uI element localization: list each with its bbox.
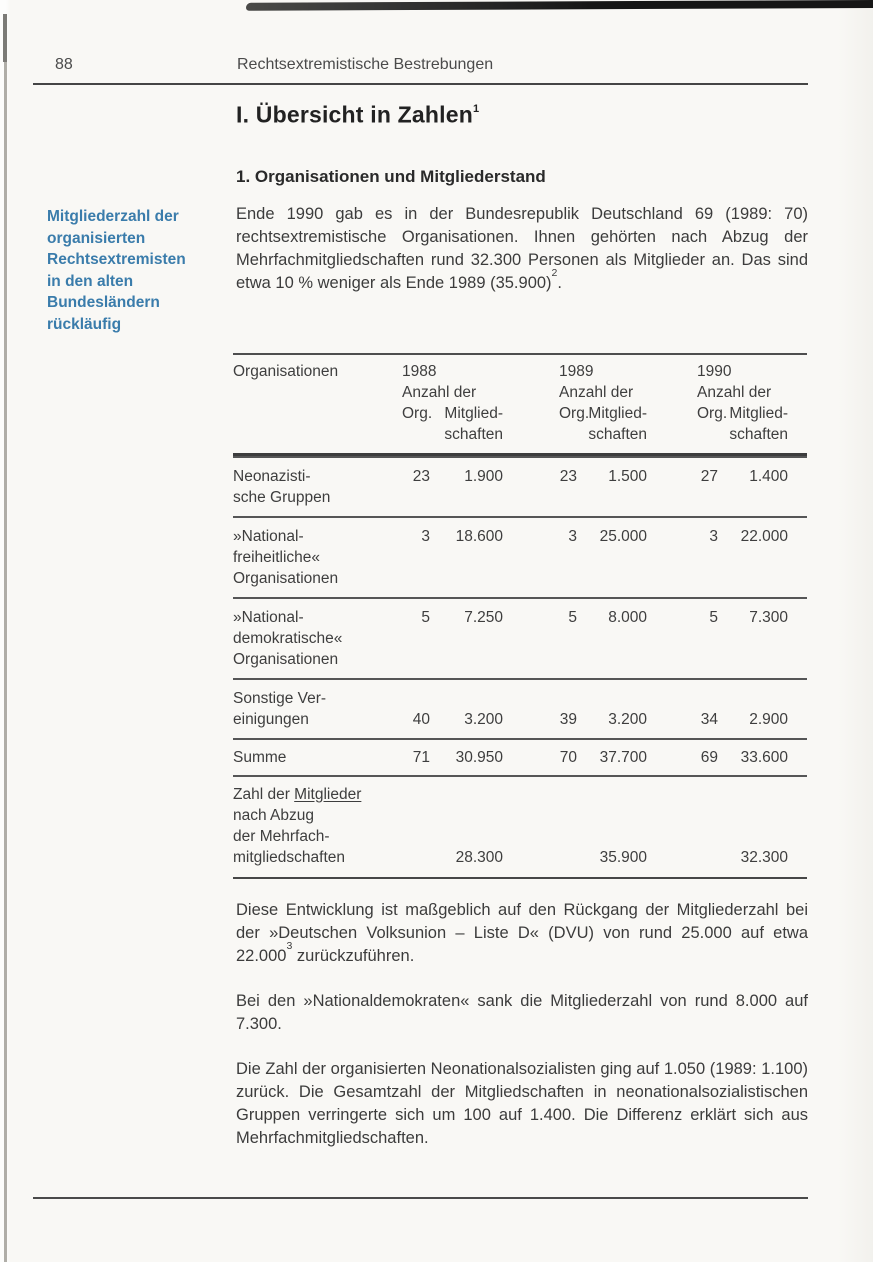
cell-value: 7.300 [749,608,788,626]
cell-value: 32.300 [740,848,788,866]
margin-note-line: Mitgliederzahl der [47,208,179,225]
org-col-header-1990: Org. [697,404,728,422]
column-header-organisationen: Organisationen [233,362,339,380]
row-label [233,688,402,730]
cell-value: 23 [559,467,577,485]
paragraph-intro [236,203,808,295]
underlined-word: Mitglieder [294,785,362,803]
title-footnote-marker: 1 [473,103,480,115]
cell-value: 23 [412,467,430,485]
header-rule [33,83,808,85]
cell-value: 34 [700,710,718,728]
cell-value: 39 [559,710,577,728]
cell-value: 3 [568,527,577,545]
page-edge-top-shadow [246,0,873,11]
year-header-1988: 1988 [402,362,437,380]
footnote-marker-2: 2 [551,267,558,280]
cell-value: 71 [412,748,430,766]
cell-value: 25.000 [599,527,647,545]
cell-value: 3 [709,527,718,545]
cell-value: 69 [700,748,718,766]
row-label-line: nach Abzug [233,806,315,824]
cell-value: 2.900 [749,710,788,728]
paragraph-nationaldemokraten: Bei den »Nationaldemokraten« sank die Mitgliederzahl von rund 8.000 auf 7.300. [236,991,808,1033]
running-header: Rechtsextremistische Bestrebungen [237,56,494,73]
row-label-line: Organisationen [233,650,339,668]
row-label [233,607,402,670]
row-label-line: Organisationen [233,569,339,587]
paragraph-intro-text: Ende 1990 gab es in der Bundesrepublik Deutschland 69 (1989: 70) rechtsextremistische Organisationen. Ihnen gehörten nach Abzug der Mehrfachmitgliedschaften rund 32.300 Personen als Mitglieder an. Das sind etwa 10 % weniger als Ende 1989 (35.900) [236,204,808,292]
label-text: Zahl der [233,785,295,803]
cell-value: 1.400 [749,467,788,485]
margin-note-line: Bundesländern [47,294,160,311]
row-label-line: einigungen [233,710,309,728]
cell-value: 5 [568,608,577,626]
organisations-table [233,353,807,879]
row-label-line: »National- [233,527,304,545]
table-row-nationalfreiheitliche [233,516,807,597]
table-row-summe [233,738,807,775]
cell-value: 5 [421,608,430,626]
table-row-nationaldemokratische [233,597,807,678]
paragraph-dvu [236,899,808,968]
row-label-line [233,784,402,805]
cell-value: 37.700 [599,748,647,766]
chapter-title [236,96,808,130]
cell-value: 1.500 [608,467,647,485]
cell-value: 8.000 [608,608,647,626]
cell-value: 28.300 [455,848,503,866]
page-edge-left-line-dark [3,14,7,62]
cell-value: 22.000 [740,527,788,545]
cell-value: 3.200 [464,710,503,728]
mitglied-col-header-1989: Mitglied- [588,404,647,422]
paragraph-neonationalsozialisten: Die Zahl der organisierten Neonationalsozialisten ging auf 1.050 (1989: 1.100) zurück. Die Gesamtzahl der Mitgliedschaften in neonationalsozialistischen Gruppen verringerte sich um 100 auf 1.400. Die Differenz erklärt sich aus Mehrfachmitgliedschaften. [236,1059,808,1147]
row-label [233,526,402,589]
cell-value: 1.900 [464,467,503,485]
row-label-line: sche Gruppen [233,488,331,506]
row-label-line: Sonstige Ver- [233,689,327,707]
footnote-marker-3: 3 [286,940,293,953]
cell-value: 30.950 [455,748,503,766]
cell-value: 33.600 [740,748,788,766]
table-row-sonstige-vereinigungen [233,678,807,738]
table-header [233,355,807,456]
margin-note-line: in den alten [47,272,134,290]
cell-value: 5 [709,608,718,626]
paragraph-dvu-text: Diese Entwicklung ist maßgeblich auf den Rückgang der Mitgliederzahl bei der »Deutschen Volksunion – Liste D« (DVU) von rund 25.000 auf etwa 22.000 [236,900,808,965]
anzahl-der-1990: Anzahl der [697,383,772,401]
row-label-line: freiheitliche« [233,548,321,566]
margin-note [47,206,227,335]
schaften-header-1989: schaften [588,425,647,443]
page-number: 88 [55,56,73,73]
table-row-mitglieder-nach-abzug [233,775,807,877]
schaften-header-1988: schaften [444,425,503,443]
anzahl-der-1988: Anzahl der [402,383,477,401]
cell-value: 27 [700,467,718,485]
cell-value: 18.600 [455,527,503,545]
margin-note-line: organisierten [47,229,146,247]
margin-note-line: rückläufig [47,315,122,333]
cell-value: 40 [412,710,430,728]
section-heading: 1. Organisationen und Mitgliederstand [236,166,546,186]
cell-value: 7.250 [464,608,503,626]
anzahl-der-1989: Anzahl der [559,383,634,401]
row-label [233,466,402,508]
cell-value: 3.200 [608,710,647,728]
row-label-line: »National- [233,608,304,626]
org-col-header-1988: Org. [402,404,433,422]
paragraph-intro-end: . [557,273,562,292]
row-label [233,747,402,768]
cell-value: 70 [559,748,577,766]
cell-value: 35.900 [599,848,647,866]
schaften-header-1990: schaften [729,425,788,443]
row-label-line: der Mehrfach- [233,827,330,845]
cell-value: 3 [421,527,430,545]
table-row-neonazi-gruppen [233,456,807,516]
row-label-line: demokratische« [233,629,343,647]
paragraph-dvu-end: zurückzuführen. [292,946,415,965]
margin-note-line: Rechtsextremisten [47,251,186,268]
mitglied-col-header-1988: Mitglied- [444,404,503,422]
page-edge-left-line [4,14,7,1262]
mitglied-col-header-1990: Mitglied- [729,404,788,422]
row-label-line: mitgliedschaften [233,848,346,866]
footer-rule [33,1197,808,1199]
year-header-1990: 1990 [697,362,732,380]
row-label [233,784,402,868]
row-label-line: Summe [233,748,287,766]
main-content-column [233,96,808,1150]
chapter-title-text: I. Übersicht in Zahlen [236,101,473,128]
row-label-line: Neonazisti- [233,467,311,485]
year-header-1989: 1989 [559,362,594,380]
org-col-header-1989: Org. [559,404,590,422]
